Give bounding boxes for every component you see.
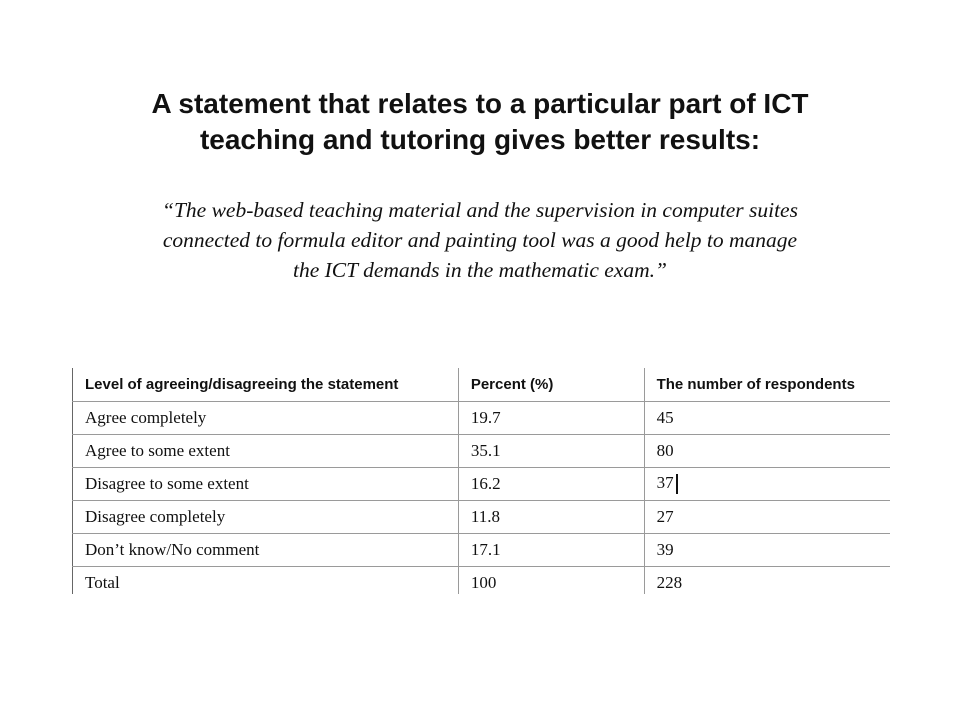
table-row (73, 434, 891, 467)
respondents-cell: 228 (644, 566, 890, 594)
column-header-respondents: The number of respondents (644, 368, 890, 401)
percent-cell: 19.7 (458, 401, 644, 434)
respondents-cell: 39 (644, 533, 890, 566)
respondents-value: 37 (656, 472, 674, 492)
table-row (73, 533, 891, 566)
level-cell: Total (73, 566, 459, 594)
level-cell: Disagree completely (73, 500, 459, 533)
respondents-cell: 45 (644, 401, 890, 434)
slide-title (40, 86, 920, 158)
level-cell: Disagree to some extent (73, 467, 459, 500)
results-table (72, 368, 890, 594)
text-cursor (676, 474, 678, 494)
table-row (73, 500, 891, 533)
percent-cell: 11.8 (458, 500, 644, 533)
level-cell: Agree to some extent (73, 434, 459, 467)
slide-title-line: teaching and tutoring gives better results: (199, 124, 761, 155)
table-header-row (73, 368, 891, 401)
statement-quote-line: connected to formula editor and painting tool was a good help to manage (162, 228, 798, 252)
level-cell: Don’t know/No comment (73, 533, 459, 566)
percent-cell: 100 (458, 566, 644, 594)
respondents-cell: 80 (644, 434, 890, 467)
column-header-percent: Percent (%) (458, 368, 644, 401)
table-row (73, 401, 891, 434)
statement-quote-line: the ICT demands in the mathematic exam.” (292, 258, 667, 282)
table-row (73, 467, 891, 500)
table-row-total (73, 566, 891, 594)
level-cell: Agree completely (73, 401, 459, 434)
results-table-container (72, 368, 890, 594)
statement-quote-line: “The web-based teaching material and the supervision in computer suites (162, 198, 798, 222)
respondents-cell: 27 (644, 500, 890, 533)
percent-cell: 35.1 (458, 434, 644, 467)
slide-title-line: A statement that relates to a particular part of ICT (151, 88, 809, 119)
percent-cell: 16.2 (458, 467, 644, 500)
percent-cell: 17.1 (458, 533, 644, 566)
statement-quote (40, 195, 920, 285)
column-header-level: Level of agreeing/disagreeing the statement (73, 368, 459, 401)
respondents-cell[interactable] (644, 467, 890, 500)
